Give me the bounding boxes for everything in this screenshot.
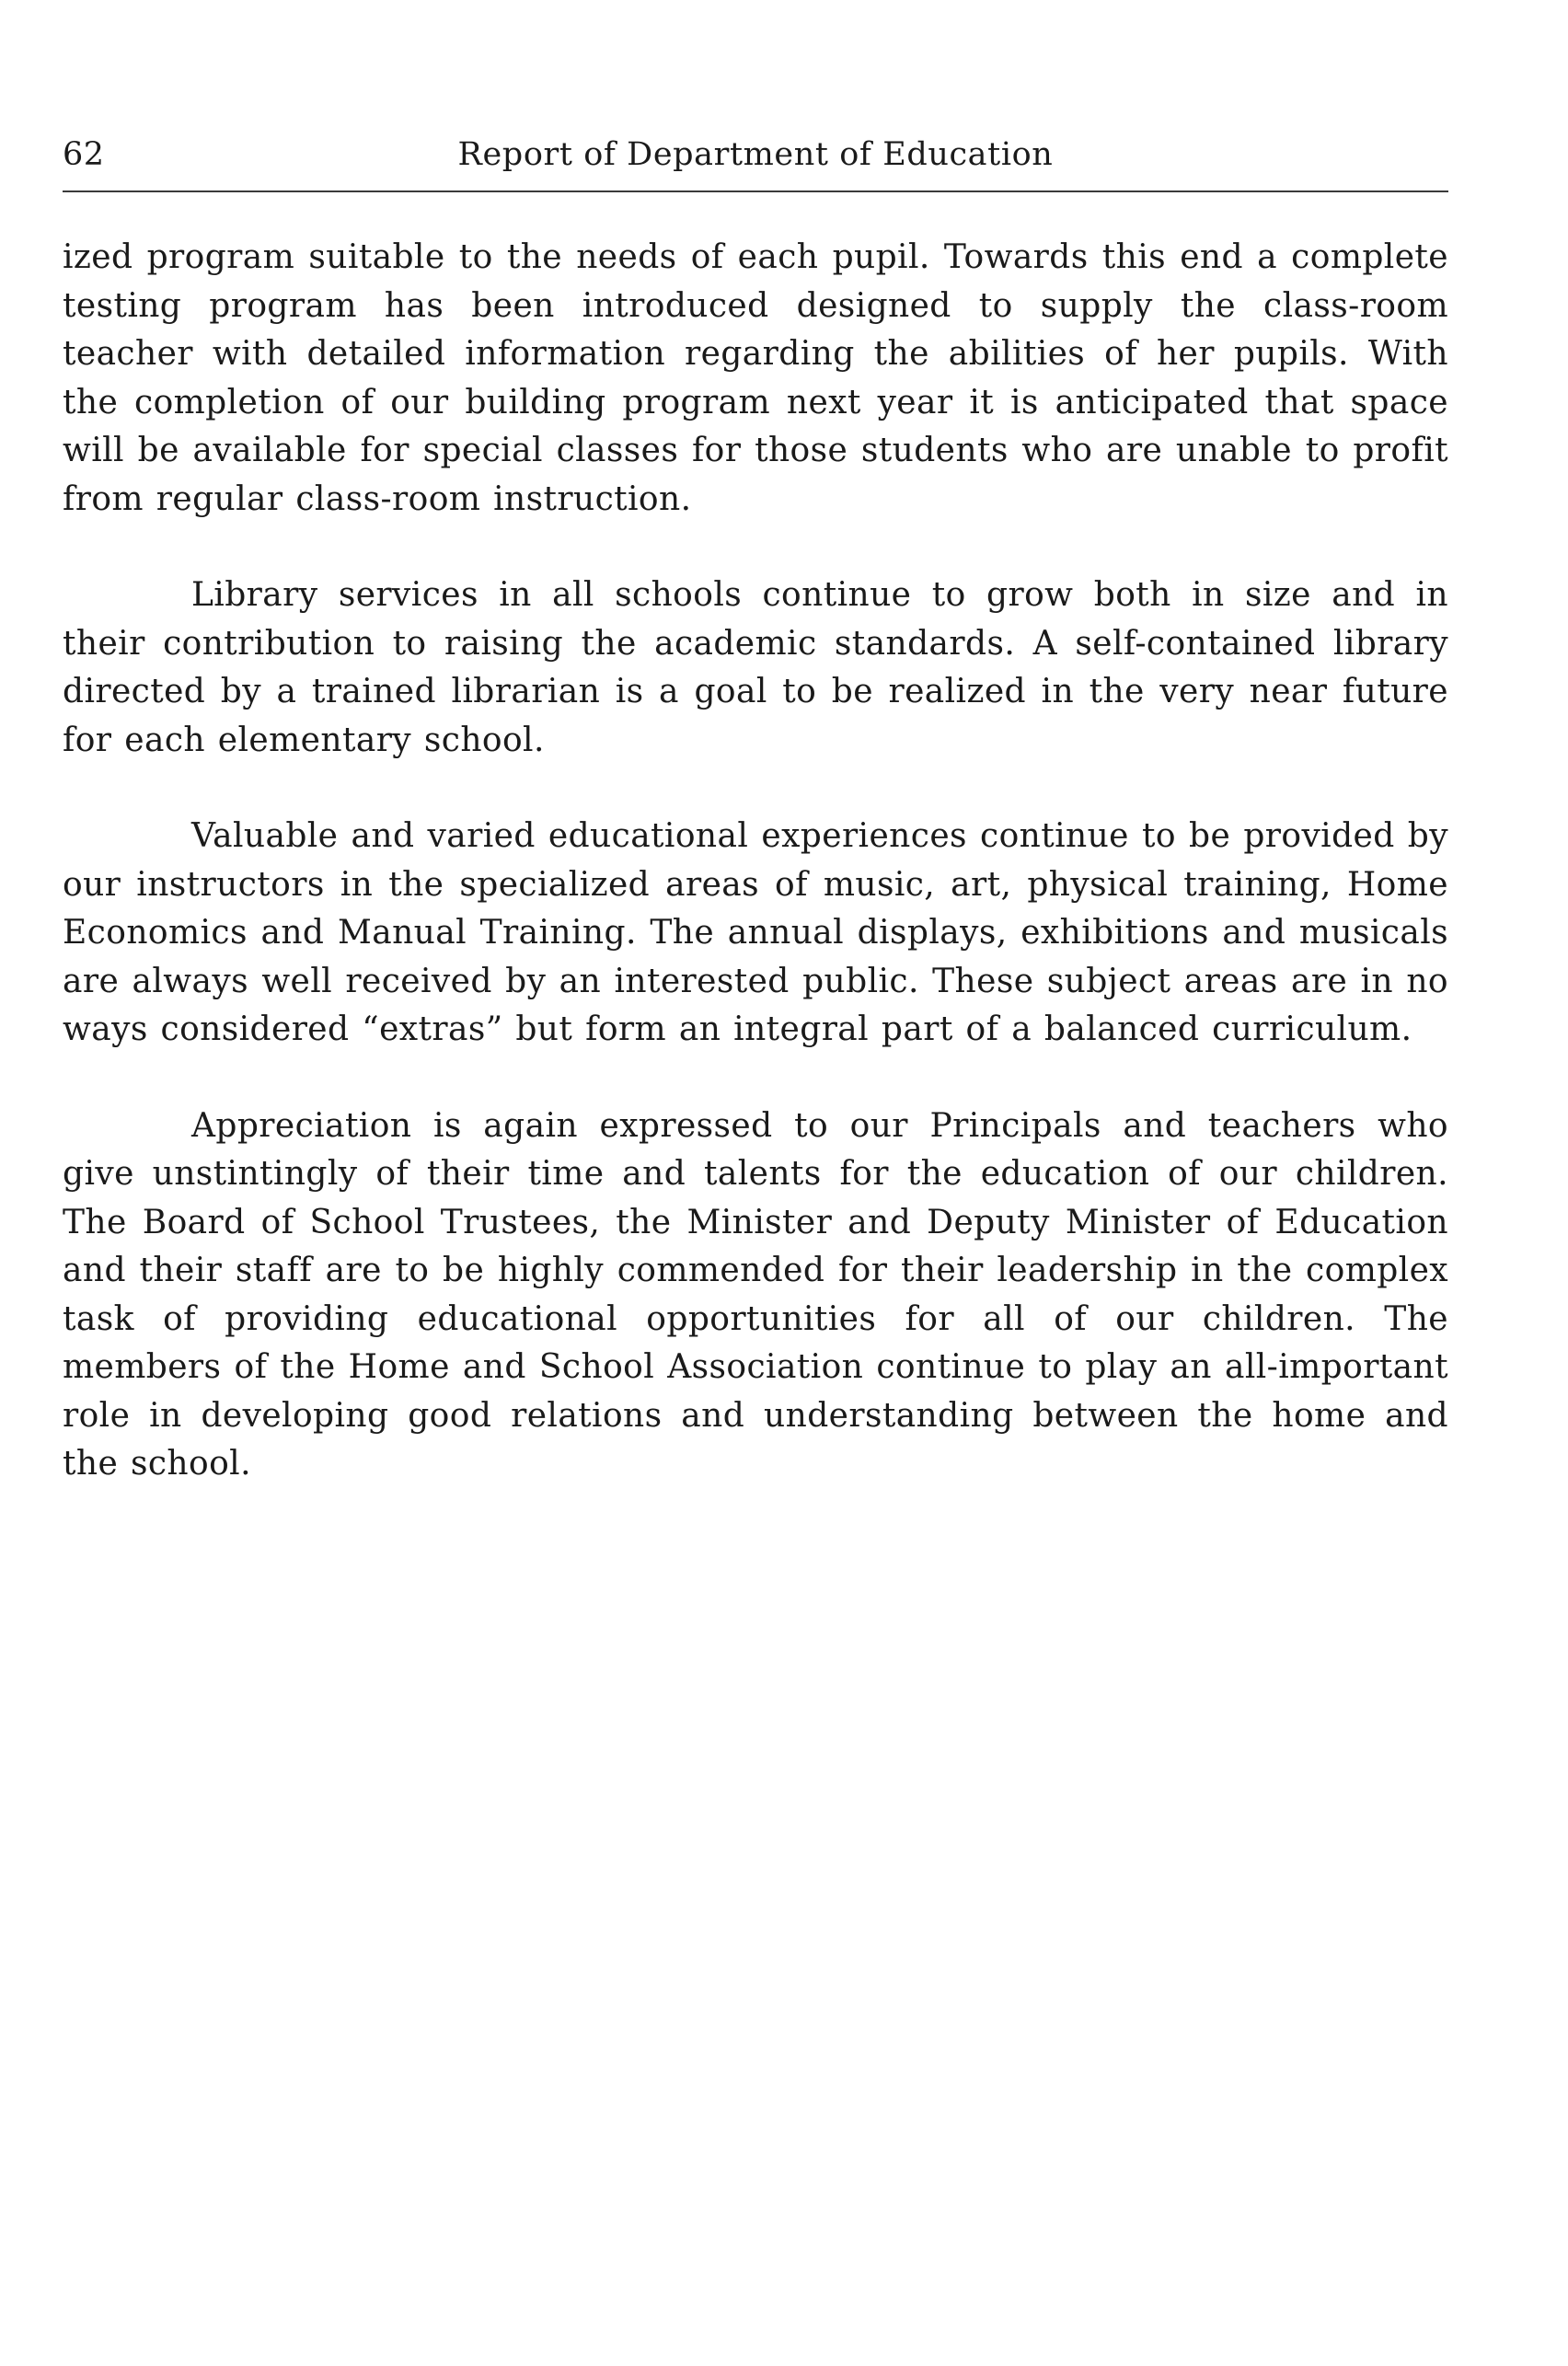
page-header [63, 127, 1448, 182]
paragraph-continued: ized program suitable to the needs of each pupil. Towards this end a complete testing program has been introduced designed to supply the class-room teacher with detailed information regarding the abilities of her pupils. With the completion of our building program next year it is anticipated that space will be available for special classes for those students who are unable to profit from regular class-room instruction. [63, 238, 1448, 518]
header-rule [63, 190, 1448, 192]
paragraph-appreciation: Appreciation is again expressed to our Principals and teachers who give unstintingly of their time and talents for the education of our children. The Board of School Trustees, the Minister and Deputy Minister of Education and their staff are to be highly commended for their leadership in the complex task of providing educational opportunities for all of our children. The members of the Home and School Association continue to play an all-important role in developing good relations and understanding between the home and the school. [63, 1106, 1448, 1483]
body-text [63, 234, 1448, 1489]
paragraph-educational-experiences: Valuable and varied educational experiences continue to be provided by our instructors in the specialized areas of music, art, physical training, Home Economics and Manual Training. The annual displays, exhibitions and musicals are always well received by an interested public. These subject areas are in no ways considered “extras” but form an integral part of a balanced curriculum. [63, 817, 1448, 1048]
running-title: Report of Department of Education [457, 136, 1054, 173]
page-number: 62 [63, 136, 105, 173]
paragraph-library-services: Library services in all schools continue to grow both in size and in their contribution to raising the academic standards. A self-contained library directed by a trained librarian is a goal to be realized in the very near future for each elementary school. [63, 576, 1448, 759]
